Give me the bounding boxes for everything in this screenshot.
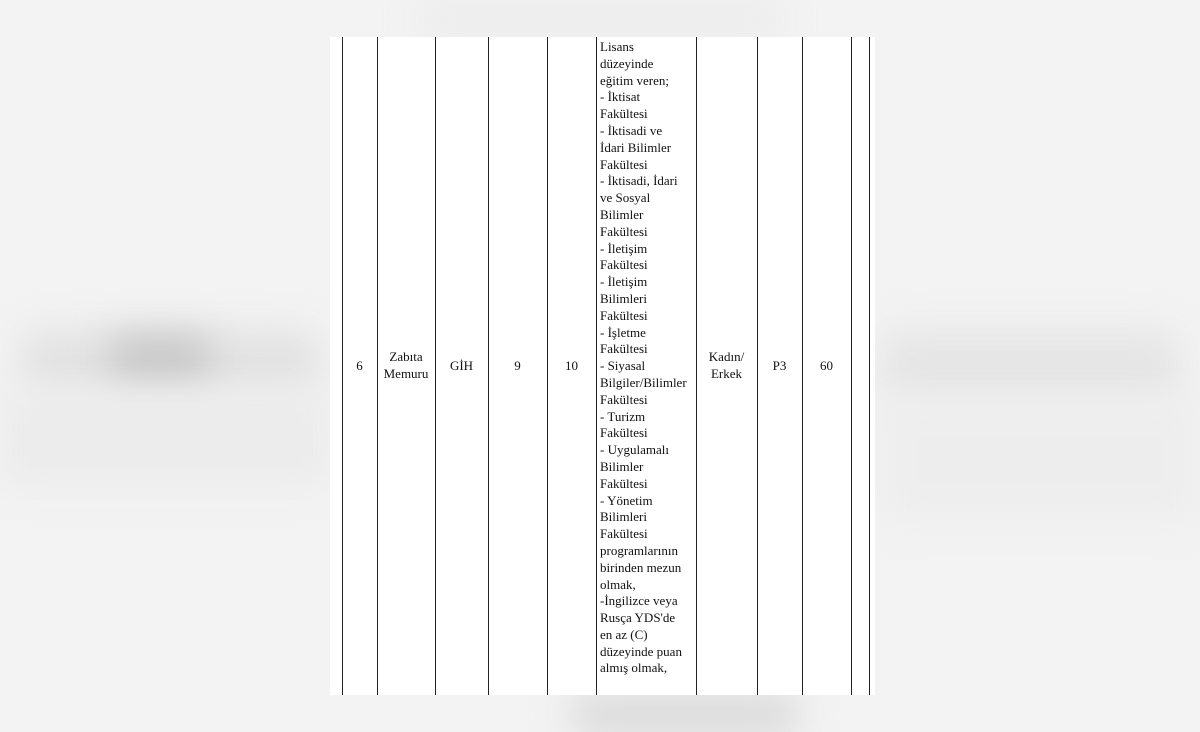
sira-no-cell (342, 37, 377, 695)
blur-patch (880, 330, 1180, 400)
nitelik-line: Fakültesi (600, 341, 648, 357)
nitelik-line: - İletişim (600, 240, 648, 256)
column-border (869, 37, 870, 695)
nitelik-line: Bilgiler/Bilimler (600, 374, 687, 390)
blur-patch (420, 0, 780, 40)
nitelik-line: -İngilizce veya (600, 593, 678, 609)
nitelik-line: Lisans (600, 39, 634, 54)
nitelik-line: Fakültesi (600, 425, 648, 441)
nitelik-line: - İletişim (600, 274, 648, 290)
nitelik-line: Bilimler (600, 206, 644, 222)
nitelik-line: - İşletme (600, 324, 646, 340)
nitelik-line: - İktisat (600, 89, 641, 105)
nitelik-line: - Uygulamalı (600, 442, 669, 458)
nitelik-line: Fakültesi (600, 475, 648, 491)
nitelik-line: - İktisadi, İdari (600, 173, 678, 189)
taban-puan-cell (802, 37, 851, 695)
nitelik-line: ve Sosyal (600, 190, 651, 206)
nitelik-line: Bilimleri (600, 509, 647, 525)
nitelik-line: Bilimleri (600, 290, 647, 306)
blur-patch (570, 690, 800, 732)
nitelik-line: olmak, (600, 576, 636, 592)
sinif-cell (435, 37, 488, 695)
nitelik-line: Fakültesi (600, 257, 648, 273)
cinsiyet-line-2: Erkek (710, 366, 743, 381)
puan-turu-cell (757, 37, 802, 695)
nitelik-line: Fakültesi (600, 391, 648, 407)
puan-turu: P3 (772, 357, 787, 373)
column-border (851, 37, 852, 695)
nitelik-line: düzeyinde (600, 55, 654, 71)
unvan-line-1: Zabıta (389, 349, 423, 365)
cinsiyet-cell (696, 37, 757, 695)
adet-cell (547, 37, 596, 695)
nitelik-line: - Siyasal (600, 358, 646, 374)
nitelik-line: Fakültesi (600, 526, 648, 542)
nitelik-line: Fakültesi (600, 223, 648, 239)
nitelik-line: eğitim veren; (600, 72, 669, 88)
nitelik-line: - Yönetim (600, 492, 653, 508)
document-page (330, 37, 875, 695)
sinif: GİH (449, 357, 474, 373)
nitelik-line: Fakültesi (600, 106, 648, 122)
adet: 10 (565, 357, 578, 373)
nitelik-line: birinden mezun (600, 559, 682, 575)
nitelikler-cell (600, 39, 696, 677)
taban-puan: 60 (820, 357, 833, 373)
nitelik-line: almış olmak, (600, 660, 668, 676)
nitelik-line: - Turizm (600, 408, 646, 424)
sira-no: 6 (356, 357, 363, 373)
nitelik-line: Bilimler (600, 458, 644, 474)
nitelik-line: Rusça YDS'de (600, 610, 676, 626)
nitelik-line: programlarının (600, 542, 678, 558)
blur-patch (880, 400, 1200, 520)
cinsiyet-line-1: Kadın/ (708, 349, 745, 365)
blur-patch (0, 395, 330, 485)
nitelik-line: - İktisadi ve (600, 122, 663, 138)
nitelik-line: düzeyinde puan (600, 643, 682, 659)
column-border (596, 37, 597, 695)
unvan-cell (377, 37, 435, 695)
kadro-derecesi: 9 (514, 357, 521, 373)
derece-cell (488, 37, 547, 695)
nitelik-line: Fakültesi (600, 307, 648, 323)
nitelik-line: İdari Bilimler (600, 139, 672, 155)
nitelik-line: Fakültesi (600, 156, 648, 172)
blur-patch (110, 335, 210, 380)
unvan-line-2: Memuru (383, 366, 429, 381)
nitelik-line: en az (C) (600, 626, 648, 642)
